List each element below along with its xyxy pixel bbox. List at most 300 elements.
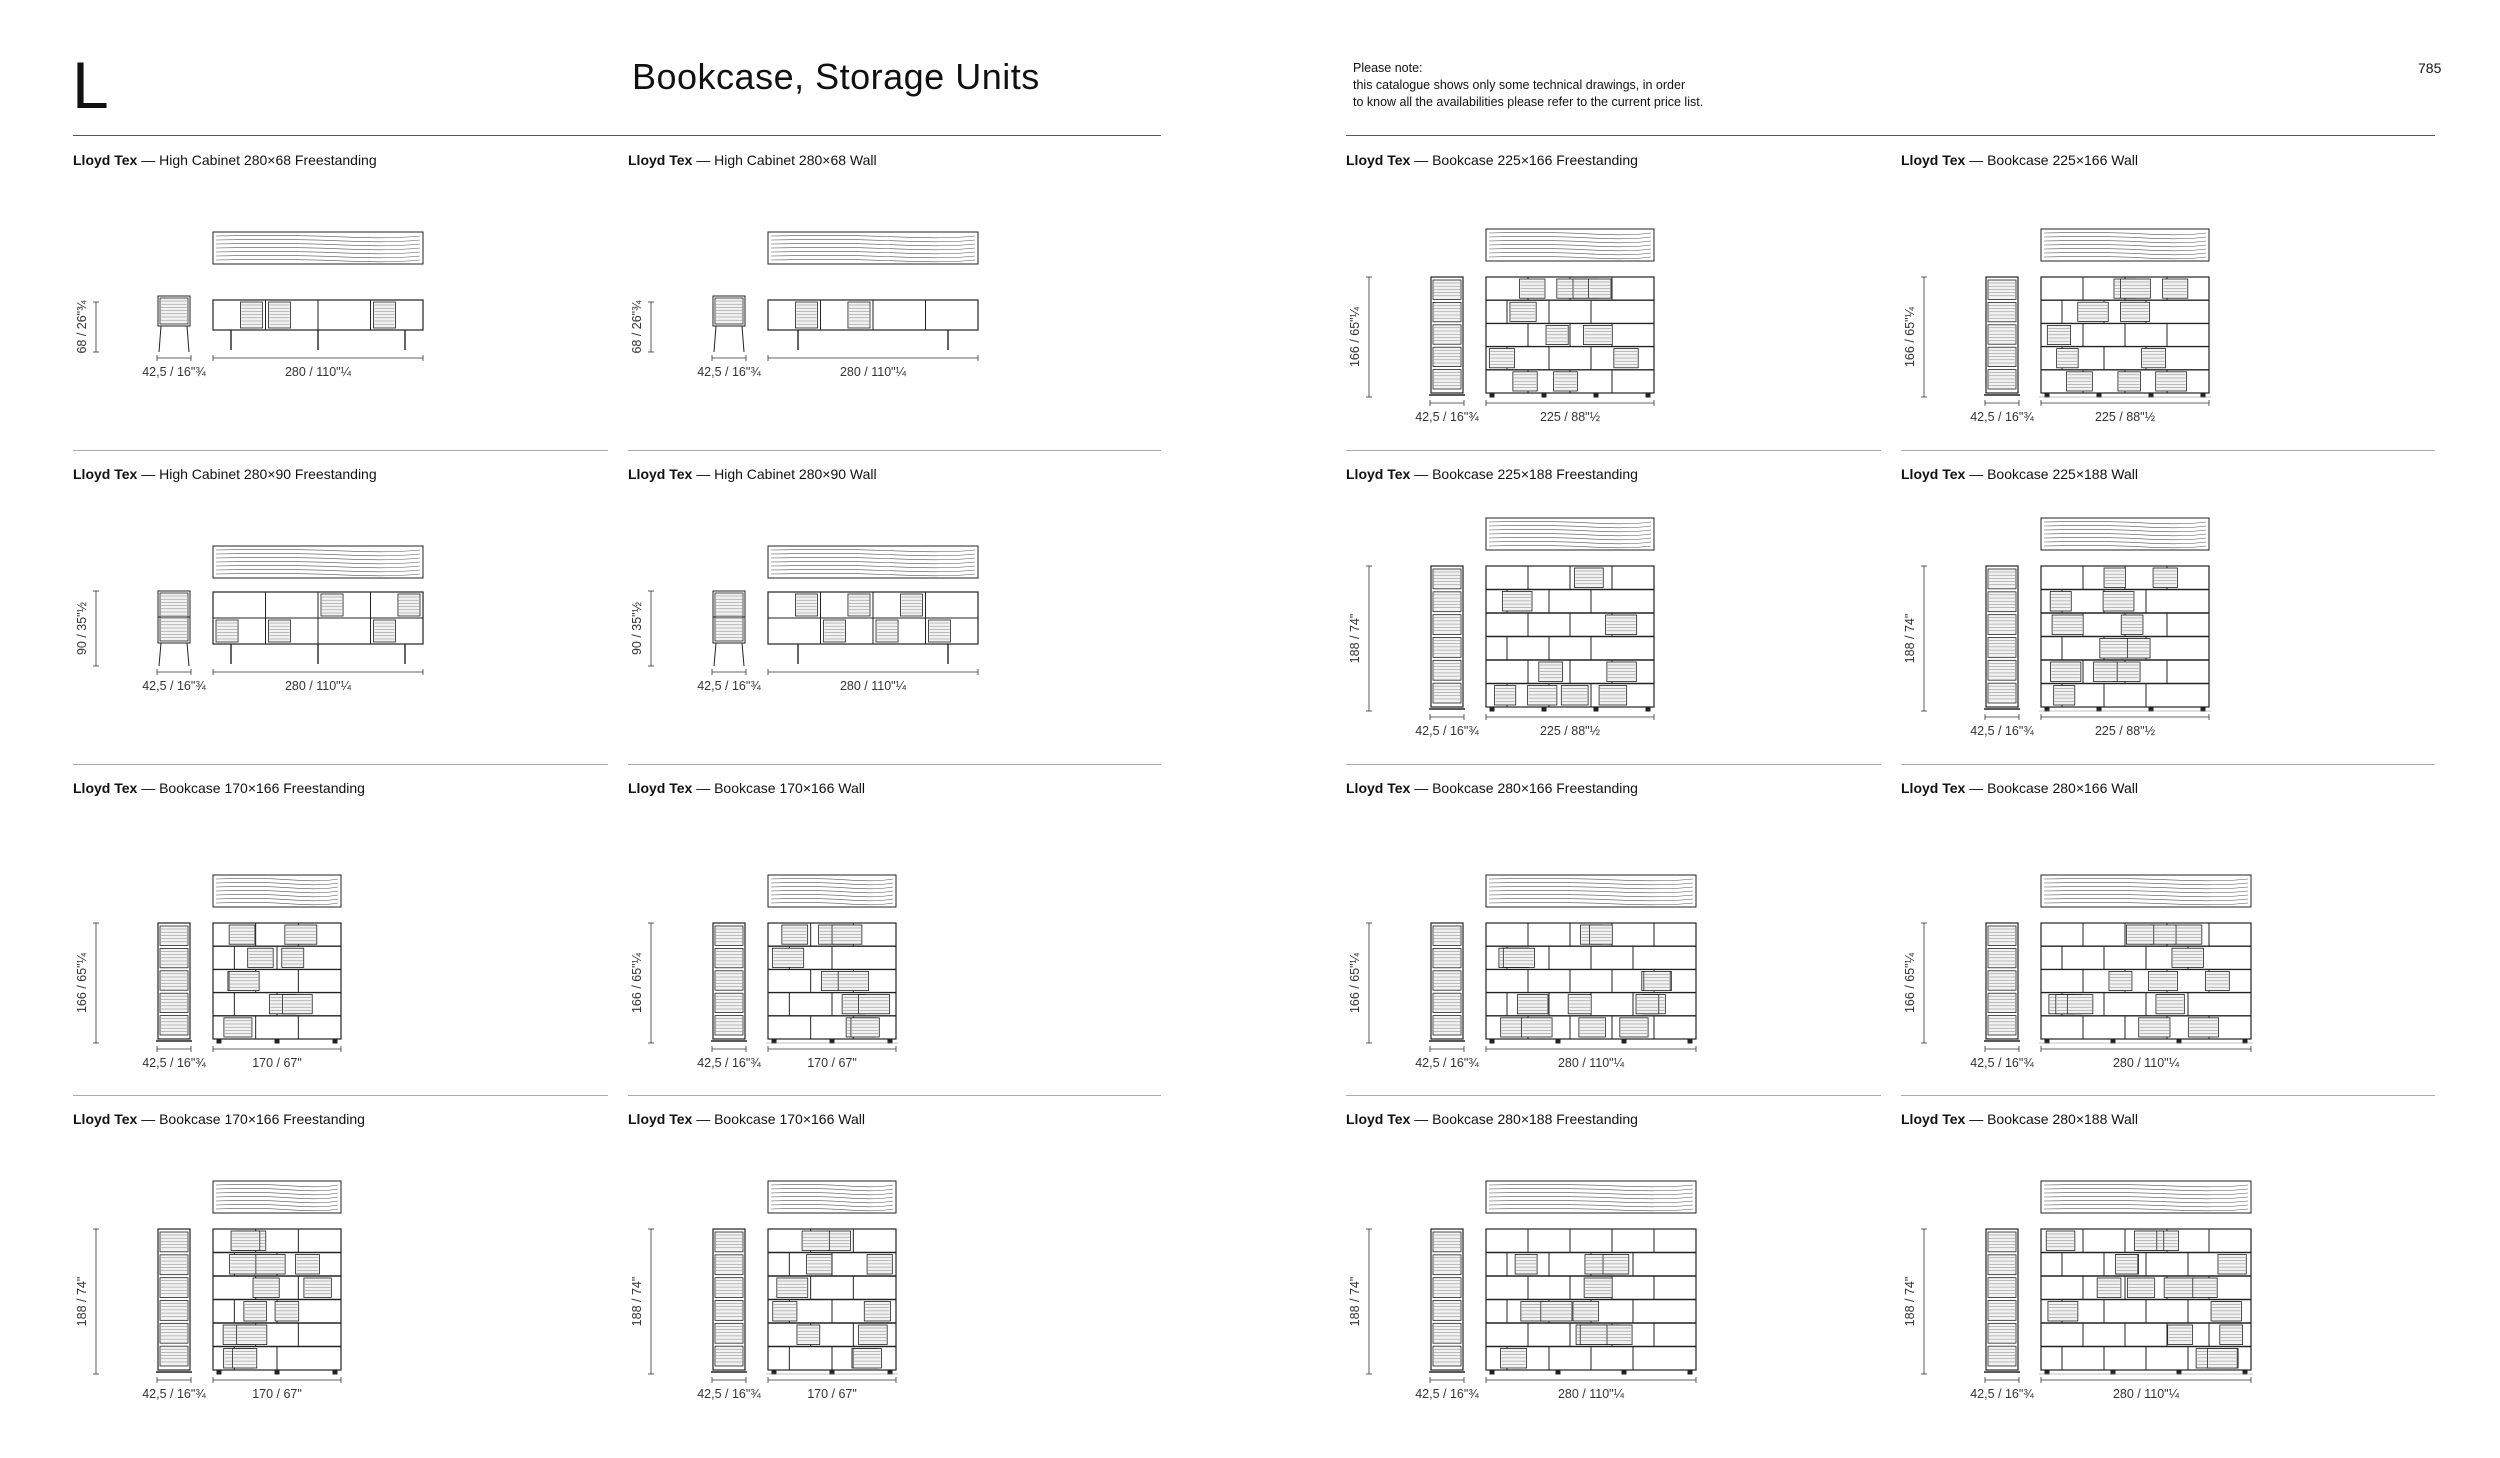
wood-grain-line [1489,244,1651,246]
title-separator: — [1410,466,1433,482]
wood-grain-line [1489,240,1651,242]
dimension-label: 280 / 110"¼ [2112,1056,2180,1070]
dimension-label: 188 / 74" [1348,613,1362,664]
leg-line [159,326,161,352]
wood-grain-line [2044,525,2206,527]
foot-mark [888,1370,892,1374]
wood-grain-line [2044,1208,2248,1210]
technical-drawing [1346,1111,1881,1411]
wood-grain-line [2044,1184,2248,1186]
foot-mark [2177,1370,2181,1374]
wood-grain-line [216,569,420,571]
wood-grain-line [2044,537,2206,539]
foot-mark [333,1370,337,1374]
technical-drawing [1901,1111,2436,1411]
technical-drawing [1346,466,1881,756]
wood-grain-line [771,1208,893,1210]
product-brand: Lloyd Tex [73,780,138,796]
wood-grain-line [1489,1188,1693,1190]
foot-mark [1646,393,1650,397]
product-name: Bookcase 170×166 Wall [714,1111,865,1127]
textured-panel [900,594,922,616]
dimension-label: 90 / 35"½ [630,601,644,656]
wood-grain-line [1489,886,1693,888]
leg-line [742,326,744,352]
foot-mark [772,1039,776,1043]
foot-mark [1542,707,1546,711]
dimension-label: 170 / 67" [252,1387,302,1401]
wood-grain-line [2044,545,2206,547]
product-brand: Lloyd Tex [1901,1111,1966,1127]
leg-line [187,326,189,352]
wood-grain-line [1489,236,1651,238]
row-separator [1901,1095,2435,1096]
wood-grain-line [1489,890,1693,892]
technical-drawing [628,152,1163,442]
foot-mark [1556,1370,1560,1374]
wood-grain-line [771,243,975,245]
technical-drawing [73,1111,608,1411]
row-separator [1901,450,2435,451]
foot-mark [1490,393,1494,397]
wood-grain-line [1489,898,1693,900]
wood-grain-line [216,235,420,237]
wood-grain-line [2044,878,2248,880]
technical-drawing [628,780,1163,1080]
wood-grain-line [771,251,975,253]
product-name: High Cabinet 280×68 Freestanding [159,152,377,168]
wood-grain-line [216,886,338,888]
wood-grain-line [771,573,975,575]
textured-panel [848,594,870,616]
wood-grain-line [2044,1188,2248,1190]
title-separator: — [1965,152,1988,168]
wood-grain-line [1489,1184,1693,1186]
foot-mark [830,1039,834,1043]
product-brand: Lloyd Tex [628,466,693,482]
product-name: High Cabinet 280×90 Freestanding [159,466,377,482]
foot-mark [830,1370,834,1374]
foot-mark [2045,1370,2049,1374]
wood-grain-line [771,235,975,237]
dimension-label: 170 / 67" [807,1387,857,1401]
foot-mark [1594,393,1598,397]
wood-grain-line [771,259,975,261]
wood-grain-line [771,1200,893,1202]
wood-grain-line [216,1192,338,1194]
foot-mark [2243,1039,2247,1043]
product-brand: Lloyd Tex [628,1111,693,1127]
technical-drawing [628,466,1163,756]
product-cell [1346,1111,1881,1411]
wood-grain-line [2044,252,2206,254]
wood-grain-line [771,565,975,567]
technical-drawing [1901,152,2436,442]
technical-drawing [73,466,608,756]
foot-mark [1646,707,1650,711]
textured-panel [269,620,291,642]
wood-grain-line [771,569,975,571]
wood-grain-line [2044,894,2248,896]
dimension-label: 188 / 74" [1903,613,1917,664]
dimension-label: 188 / 74" [1348,1276,1362,1327]
foot-mark [1490,1370,1494,1374]
row-separator [628,764,1161,765]
product-cell [1346,780,1881,1080]
wood-grain-line [216,1184,338,1186]
foot-mark [1688,1039,1692,1043]
foot-mark [1688,1370,1692,1374]
dimension-label: 42,5 / 16"¾ [1970,410,2034,424]
product-name: Bookcase 225×188 Freestanding [1432,466,1638,482]
product-brand: Lloyd Tex [1901,466,1966,482]
leg-line [187,643,189,666]
wood-grain-line [2044,1196,2248,1198]
wood-grain-line [2044,898,2248,900]
product-cell [628,1111,1163,1411]
title-separator: — [137,1111,160,1127]
leg-line [742,643,744,666]
wood-grain-line [2044,902,2248,904]
foot-mark [1594,707,1598,711]
title-separator: — [1965,466,1988,482]
product-name: High Cabinet 280×90 Wall [714,466,877,482]
product-name: Bookcase 280×166 Wall [1987,780,2138,796]
product-cell [628,466,1163,756]
dimension-label: 166 / 65"¼ [1903,952,1917,1014]
product-brand: Lloyd Tex [73,152,138,168]
dimension-label: 42,5 / 16"¾ [1415,1387,1479,1401]
dimension-label: 188 / 74" [75,1276,89,1327]
title-separator: — [137,780,160,796]
wood-grain-line [1489,1196,1693,1198]
wood-grain-line [216,243,420,245]
wood-grain-line [771,549,975,551]
title-separator: — [137,152,160,168]
row-separator [628,450,1161,451]
title-separator: — [692,466,715,482]
wood-grain-line [1489,1204,1693,1206]
wood-grain-line [771,1184,893,1186]
note-line: Please note: [1353,61,1423,75]
header-rule-left [73,135,1161,136]
wood-grain-line [1489,521,1651,523]
wood-grain-line [2044,256,2206,258]
product-cell [1346,152,1881,442]
wood-grain-line [771,1196,893,1198]
note-line: to know all the availabilities please refer to the current price list. [1353,95,1704,109]
dimension-label: 42,5 / 16"¾ [142,1056,206,1070]
dimension-label: 166 / 65"¼ [75,952,89,1014]
product-brand: Lloyd Tex [628,780,693,796]
product-name: Bookcase 280×188 Freestanding [1432,1111,1638,1127]
product-cell [628,780,1163,1080]
wood-grain-line [216,882,338,884]
technical-drawing [73,780,608,1080]
wood-grain-line [771,247,975,249]
wood-grain-line [216,902,338,904]
product-name: High Cabinet 280×68 Wall [714,152,877,168]
wood-grain-line [1489,878,1693,880]
title-separator: — [1965,780,1988,796]
dimension-label: 42,5 / 16"¾ [697,1387,761,1401]
catalogue-note [1353,60,1703,111]
product-name: Bookcase 225×188 Wall [1987,466,2138,482]
product-name: Bookcase 170×166 Freestanding [159,1111,365,1127]
foot-mark [1542,393,1546,397]
wood-grain-line [216,557,420,559]
product-brand: Lloyd Tex [73,1111,138,1127]
title-separator: — [1410,1111,1433,1127]
wood-grain-line [216,251,420,253]
technical-drawing [73,152,608,442]
wood-grain-line [771,553,975,555]
dimension-label: 42,5 / 16"¾ [1970,1056,2034,1070]
product-cell [1901,466,2436,756]
wood-grain-line [2044,533,2206,535]
textured-panel [824,620,846,642]
textured-panel [321,594,343,616]
dimension-label: 42,5 / 16"¾ [1970,724,2034,738]
technical-drawing [1346,780,1881,1080]
dimension-label: 280 / 110"¼ [839,679,907,693]
wood-grain-line [1489,1208,1693,1210]
row-separator [1901,764,2435,765]
dimension-label: 42,5 / 16"¾ [697,679,761,693]
title-separator: — [1410,152,1433,168]
product-cell [628,152,1163,442]
wood-grain-line [2044,890,2248,892]
wood-grain-line [1489,525,1651,527]
dimension-label: 90 / 35"½ [75,601,89,656]
wood-grain-line [2044,529,2206,531]
product-name: Bookcase 225×166 Freestanding [1432,152,1638,168]
wood-grain-line [771,902,893,904]
foot-mark [2149,393,2153,397]
product-brand: Lloyd Tex [1901,780,1966,796]
wood-grain-line [771,239,975,241]
product-cell [73,780,608,1080]
wood-grain-line [1489,894,1693,896]
foot-mark [1622,1370,1626,1374]
dimension-label: 280 / 110"¼ [2112,1387,2180,1401]
wood-grain-line [216,561,420,563]
title-separator: — [692,1111,715,1127]
dimension-label: 170 / 67" [807,1056,857,1070]
wood-grain-line [216,878,338,880]
wood-grain-line [216,898,338,900]
wood-grain-line [216,1188,338,1190]
dimension-label: 166 / 65"¼ [1348,306,1362,368]
wood-grain-line [1489,529,1651,531]
dimension-label: 170 / 67" [252,1056,302,1070]
wood-grain-line [1489,1200,1693,1202]
wood-grain-line [216,255,420,257]
foot-mark [772,1370,776,1374]
wood-grain-line [216,1208,338,1210]
wood-grain-line [2044,886,2248,888]
wood-grain-line [771,890,893,892]
dimension-label: 42,5 / 16"¾ [1415,724,1479,738]
wood-grain-line [771,1204,893,1206]
note-line: this catalogue shows only some technical drawings, in order [1353,78,1686,92]
row-separator [628,1095,1161,1096]
product-brand: Lloyd Tex [73,466,138,482]
product-brand: Lloyd Tex [1346,780,1411,796]
row-separator [1346,450,1881,451]
wood-grain-line [216,1200,338,1202]
textured-panel [929,620,951,642]
wood-grain-line [771,878,893,880]
product-cell [1901,1111,2436,1411]
wood-grain-line [2044,1192,2248,1194]
wood-grain-line [2044,248,2206,250]
foot-mark [275,1370,279,1374]
wood-grain-line [2044,236,2206,238]
product-cell [73,466,608,756]
wood-grain-line [1489,541,1651,543]
wood-grain-line [771,898,893,900]
wood-grain-line [2044,1204,2248,1206]
page-number: 785 [2418,60,2442,76]
technical-drawing [628,1111,1163,1411]
foot-mark [2097,393,2101,397]
dimension-label: 42,5 / 16"¾ [697,1056,761,1070]
dimension-label: 225 / 88"½ [1539,724,1601,738]
dimension-label: 280 / 110"¼ [1557,1056,1625,1070]
title-separator: — [1965,1111,1988,1127]
dimension-label: 42,5 / 16"¾ [1415,1056,1479,1070]
foot-mark [2201,707,2205,711]
title-separator: — [137,466,160,482]
dimension-label: 188 / 74" [1903,1276,1917,1327]
product-name: Bookcase 280×166 Freestanding [1432,780,1638,796]
technical-drawing [1346,152,1881,442]
title-separator: — [1410,780,1433,796]
wood-grain-line [2044,1200,2248,1202]
dimension-label: 280 / 110"¼ [839,365,907,379]
foot-mark [2111,1039,2115,1043]
wood-grain-line [1489,545,1651,547]
wood-grain-line [1489,232,1651,234]
wood-grain-line [216,1196,338,1198]
row-separator [73,764,608,765]
wood-grain-line [216,259,420,261]
textured-panel [216,620,238,642]
textured-panel [398,594,420,616]
product-name: Bookcase 170×166 Freestanding [159,780,365,796]
title-separator: — [692,152,715,168]
textured-panel [795,594,817,616]
foot-mark [217,1370,221,1374]
wood-grain-line [1489,256,1651,258]
textured-panel [374,620,396,642]
wood-grain-line [2044,541,2206,543]
dimension-label: 42,5 / 16"¾ [142,1387,206,1401]
wood-grain-line [1489,1192,1693,1194]
wood-grain-line [771,561,975,563]
foot-mark [2045,393,2049,397]
wood-grain-line [1489,248,1651,250]
foot-mark [2097,707,2101,711]
wood-grain-line [771,894,893,896]
product-name: Bookcase 170×166 Wall [714,780,865,796]
wood-grain-line [216,890,338,892]
dimension-label: 166 / 65"¼ [1903,306,1917,368]
dimension-label: 42,5 / 16"¾ [142,365,206,379]
row-separator [1346,764,1881,765]
wood-grain-line [2044,232,2206,234]
textured-panel [876,620,898,642]
foot-mark [2177,1039,2181,1043]
leg-line [159,643,161,666]
foot-mark [1556,1039,1560,1043]
row-separator [1346,1095,1881,1096]
dimension-label: 280 / 110"¼ [284,679,352,693]
header-rule-right [1346,135,2435,136]
wood-grain-line [1489,902,1693,904]
wood-grain-line [2044,244,2206,246]
foot-mark [2111,1370,2115,1374]
dimension-label: 166 / 65"¼ [1348,952,1362,1014]
technical-drawing [1901,466,2436,756]
wood-grain-line [1489,882,1693,884]
wood-grain-line [216,549,420,551]
wood-grain-line [1489,537,1651,539]
wood-grain-line [1489,533,1651,535]
foot-mark [2045,707,2049,711]
page-title: Bookcase, Storage Units [632,56,1040,97]
product-brand: Lloyd Tex [1346,466,1411,482]
product-brand: Lloyd Tex [1346,1111,1411,1127]
wood-grain-line [216,1204,338,1206]
dimension-label: 280 / 110"¼ [284,365,352,379]
foot-mark [1622,1039,1626,1043]
product-cell [1901,780,2436,1080]
product-name: Bookcase 280×188 Wall [1987,1111,2138,1127]
wood-grain-line [216,894,338,896]
wood-grain-line [771,1192,893,1194]
wood-grain-line [771,255,975,257]
section-letter: L [72,48,109,122]
foot-mark [275,1039,279,1043]
wood-grain-line [1489,252,1651,254]
dimension-label: 68 / 26"¾ [75,300,89,354]
foot-mark [1490,1039,1494,1043]
product-cell [73,1111,608,1411]
dimension-label: 68 / 26"¾ [630,300,644,354]
foot-mark [1490,707,1494,711]
wood-grain-line [216,565,420,567]
title-separator: — [692,780,715,796]
foot-mark [2243,1370,2247,1374]
wood-grain-line [2044,240,2206,242]
leg-line [714,643,716,666]
wood-grain-line [216,239,420,241]
leg-line [714,326,716,352]
product-cell [1901,152,2436,442]
foot-mark [217,1039,221,1043]
dimension-label: 225 / 88"½ [1539,410,1601,424]
dimension-label: 42,5 / 16"¾ [142,679,206,693]
dimension-label: 225 / 88"½ [2094,410,2156,424]
row-separator [73,1095,608,1096]
dimension-label: 42,5 / 16"¾ [1415,410,1479,424]
wood-grain-line [771,557,975,559]
dimension-label: 42,5 / 16"¾ [1970,1387,2034,1401]
foot-mark [888,1039,892,1043]
wood-grain-line [771,886,893,888]
